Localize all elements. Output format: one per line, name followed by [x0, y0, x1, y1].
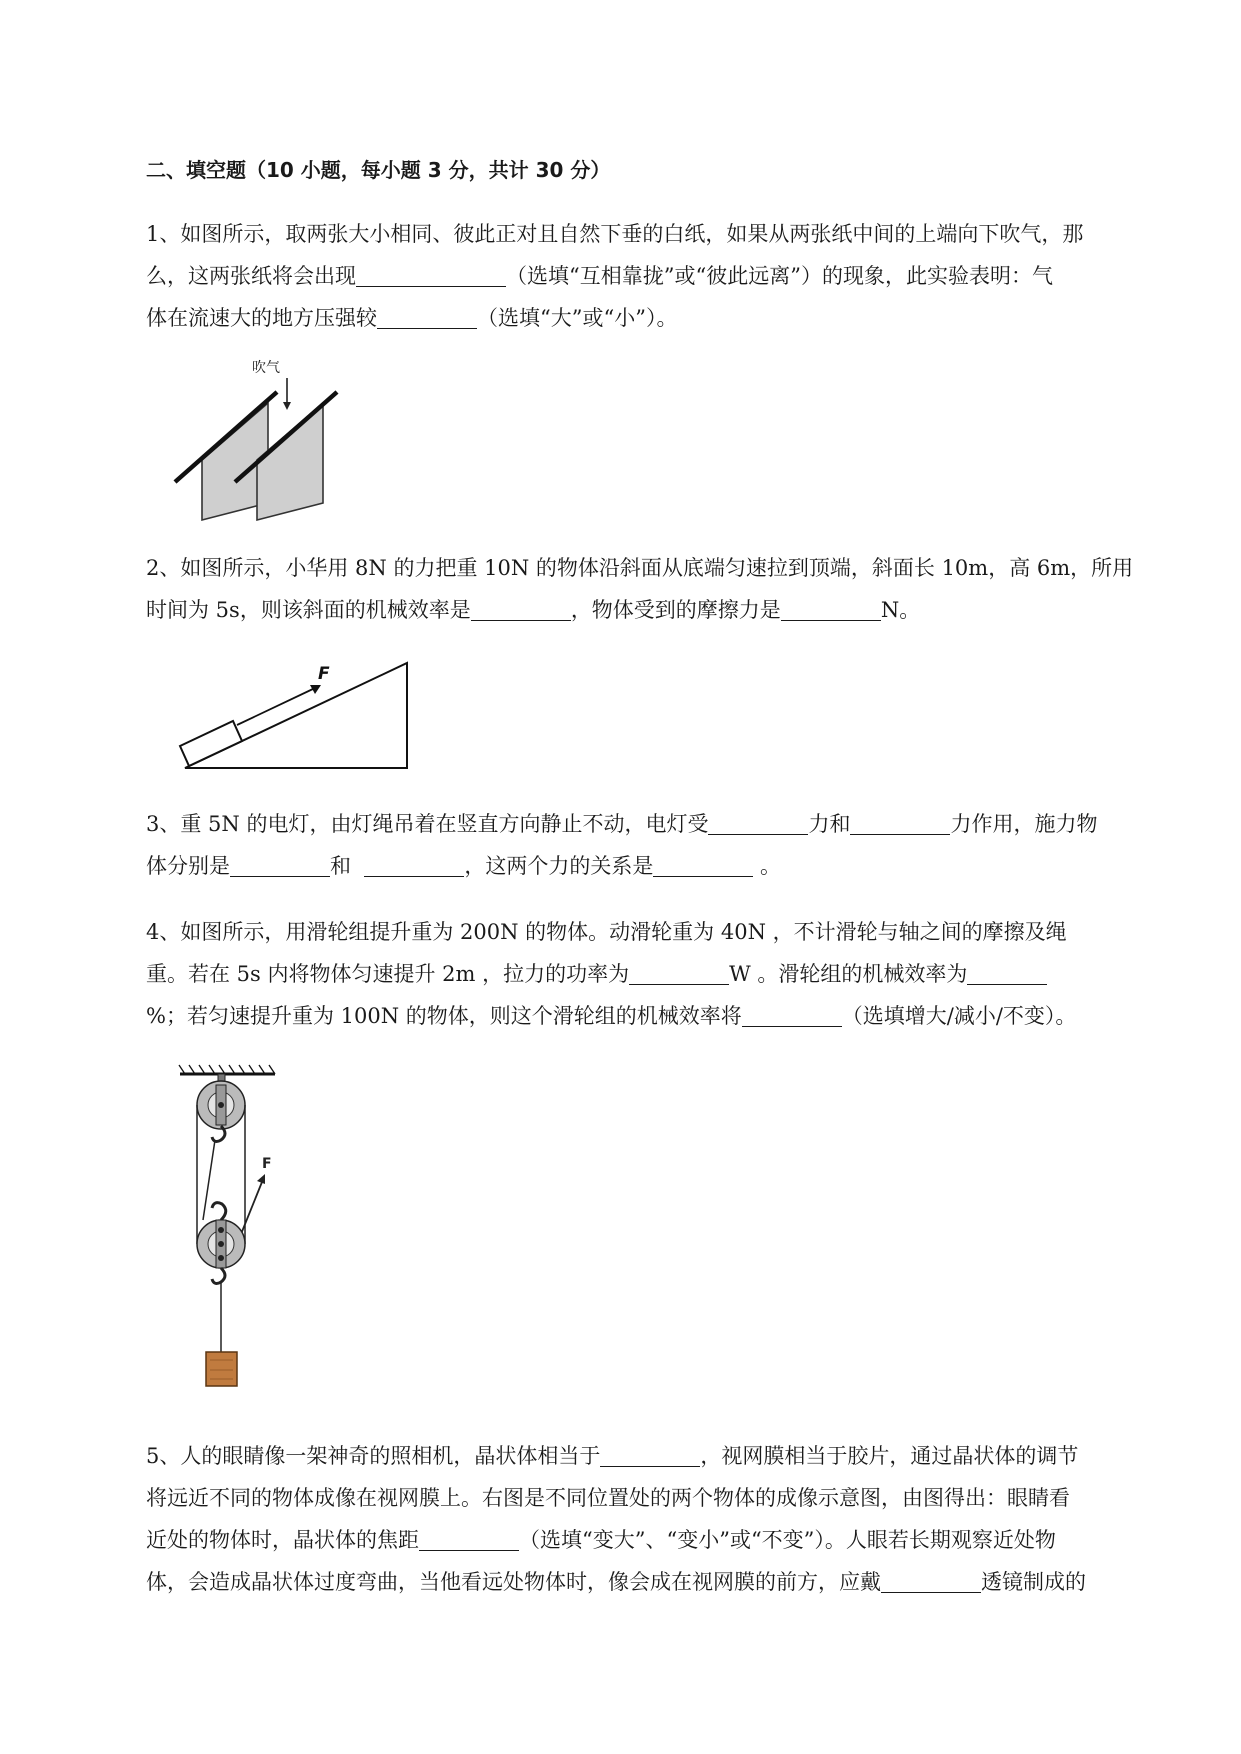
q3-blank-3[interactable] [230, 854, 330, 877]
block [180, 721, 242, 766]
q4-blank-3[interactable] [742, 1004, 842, 1027]
q3-text: 3、重 5N 的电灯，由灯绳吊着在竖直方向静止不动，电灯受 [146, 812, 709, 836]
force-arrow [237, 688, 315, 725]
q4-text: （选填增大/减小/不变）。 [841, 1004, 1077, 1028]
q1-text: （选填“互相靠拢”或“彼此远离”）的现象，此实验表明：气 [506, 264, 1053, 288]
q2-text: 时间为 5s，则该斜面的机械效率是 [146, 598, 471, 622]
q4-blank-1[interactable] [629, 962, 729, 985]
q5-blank-1[interactable] [600, 1444, 700, 1467]
load-block [206, 1352, 237, 1386]
q5-blank-3[interactable] [881, 1570, 981, 1593]
q3-blank-4[interactable] [364, 854, 464, 877]
blow-label: 吹气 [252, 360, 280, 376]
q1-blank-2[interactable] [377, 306, 477, 329]
q1-text: （选填“大”或“小”）。 [477, 306, 678, 330]
incline-figure [175, 655, 415, 775]
q1-line-3 [146, 304, 677, 332]
q2-line-1: 2、如图所示，小华用 8N 的力把重 10N 的物体沿斜面从底端匀速拉到顶端，斜面长 10m，高 6m，所用 [146, 556, 1134, 580]
q5-text: 透镜制成的 [981, 1570, 1086, 1594]
q1-blank-1[interactable] [356, 264, 506, 287]
q5-blank-2[interactable] [419, 1528, 519, 1551]
q1-line-1: 1、如图所示，取两张大小相同、彼此正对且自然下垂的白纸，如果从两张纸中间的上端向下吹气，那 [146, 222, 1084, 246]
q1-text: 体在流速大的地方压强较 [146, 306, 377, 330]
q4-line-1: 4、如图所示，用滑轮组提升重为 200N 的物体。动滑轮重为 40N ，不计滑轮与轴之间的摩擦及绳 [146, 920, 1067, 944]
q2-line-2 [146, 596, 920, 624]
q5-text: 近处的物体时，晶状体的焦距 [146, 1528, 419, 1552]
q3-blank-1[interactable] [708, 812, 808, 835]
q2-text: N。 [880, 598, 921, 622]
q4-line-3 [146, 1002, 1076, 1030]
q5-line-3 [146, 1526, 1056, 1554]
q4-text: W 。滑轮组的机械效率为 [729, 962, 968, 986]
q3-text: 力和 [808, 812, 851, 836]
q3-text: 力作用，施力物 [950, 812, 1098, 836]
q2-blank-1[interactable] [471, 598, 571, 621]
hanging-paper-figure [165, 350, 350, 525]
q4-line-2 [146, 960, 1047, 988]
q3-blank-5[interactable] [653, 854, 753, 877]
pull-force-label: F [262, 1156, 272, 1172]
q3-line-2 [146, 852, 781, 880]
q3-line-1 [146, 810, 1097, 838]
q5-text: ，视网膜相当于胶片，通过晶状体的调节 [700, 1444, 1079, 1468]
q5-text: 体，会造成晶状体过度弯曲，当他看远处物体时，像会成在视网膜的前方，应戴 [146, 1570, 881, 1594]
section-title: 二、填空题（10 小题，每小题 3 分，共计 30 分） [146, 158, 611, 182]
q5-line-2: 将远近不同的物体成像在视网膜上。右图是不同位置处的两个物体的成像示意图，由图得出：眼睛看 [146, 1486, 1070, 1510]
q3-text: 和 [330, 854, 351, 878]
force-label: F [318, 664, 330, 684]
q1-text: 么，这两张纸将会出现 [146, 264, 356, 288]
q5-text: 5、人的眼睛像一架神奇的照相机，晶状体相当于 [146, 1444, 601, 1468]
q5-text: （选填“变大”、“变小”或“不变”）。人眼若长期观察近处物 [519, 1528, 1056, 1552]
q4-text: %；若匀速提升重为 100N 的物体，则这个滑轮组的机械效率将 [146, 1004, 742, 1028]
q4-blank-2[interactable] [967, 962, 1047, 985]
q4-text: 重。若在 5s 内将物体匀速提升 2m ，拉力的功率为 [146, 962, 630, 986]
q3-text: 体分别是 [146, 854, 230, 878]
q3-blank-2[interactable] [850, 812, 950, 835]
q5-line-1 [146, 1442, 1078, 1470]
q3-text: ，这两个力的关系是 [464, 854, 654, 878]
q5-line-4 [146, 1568, 1086, 1596]
pulley-figure [175, 1060, 295, 1410]
q3-text: 。 [760, 854, 782, 878]
q2-text: ，物体受到的摩擦力是 [570, 598, 781, 622]
q2-blank-2[interactable] [781, 598, 881, 621]
q1-line-2 [146, 262, 1053, 290]
